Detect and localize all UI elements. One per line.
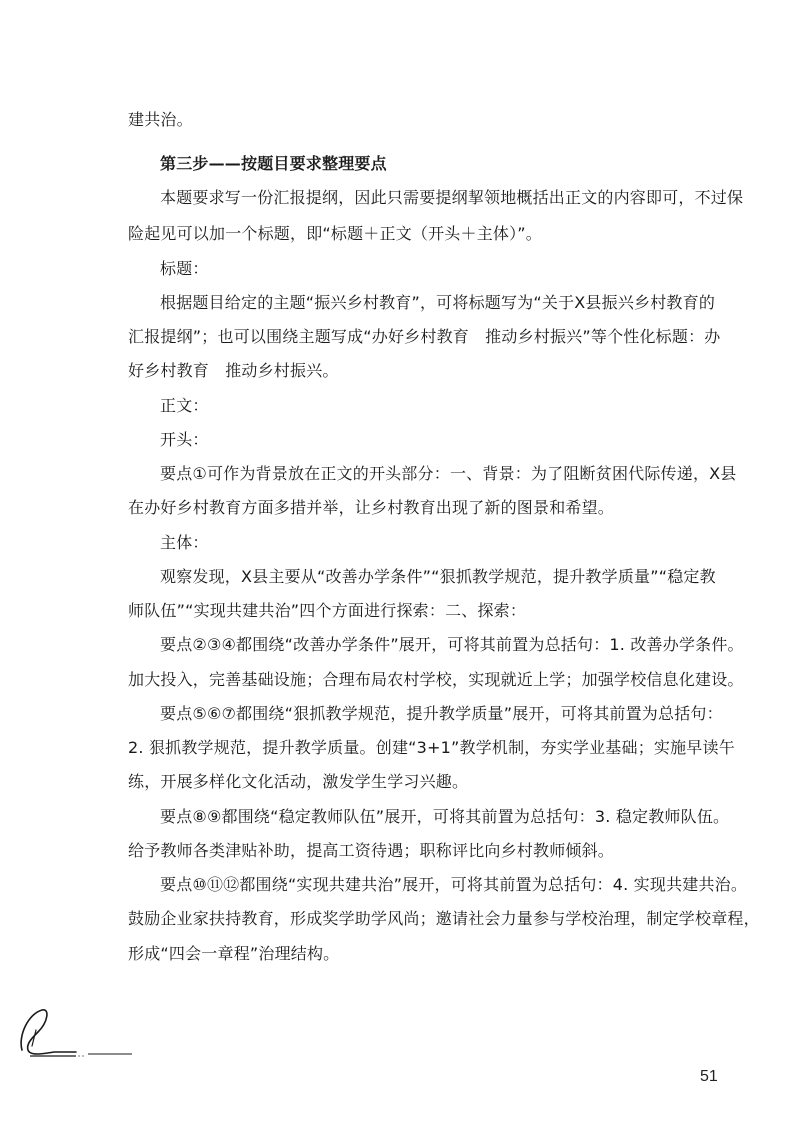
text-line: 建共治。: [128, 110, 193, 129]
text-line: 要点②③④都围绕“改善办学条件”展开，可将其前置为总括句：1. 改善办学条件。: [160, 635, 744, 654]
text-line: 要点⑧⑨都围绕“稳定教师队伍”展开，可将其前置为总括句：3. 稳定教师队伍。: [160, 807, 730, 826]
text-line: 本题要求写一份汇报提纲，因此只需要提纲挈领地概括出正文的内容即可，不过保: [160, 188, 744, 207]
text-line: 师队伍”“实现共建共治”四个方面进行探索：二、探索：: [128, 601, 527, 620]
text-line: 鼓励企业家扶持教育，形成奖学助学风尚；邀请社会力量参与学校治理，制定学校章程，: [128, 909, 760, 928]
text-line: 险起见可以加一个标题，即“标题＋正文（开头＋主体）”。: [128, 224, 542, 243]
text-line: 好乡村教育 推动乡村振兴。: [128, 361, 339, 380]
text-line: 练，开展多样化文化活动，激发学生学习兴趣。: [128, 772, 469, 791]
text-line: 要点⑤⑥⑦都围绕“狠抓教学规范，提升教学质量”展开，可将其前置为总括句：: [160, 704, 723, 723]
text-line: 2. 狠抓教学规范，提升教学质量。创建“3+1”教学机制，夯实学业基础；实施早读午: [128, 738, 735, 757]
handwritten-mark-icon: [14, 1006, 154, 1066]
text-line: 形成“四会一章程”治理结构。: [128, 944, 340, 963]
text-line: 根据题目给定的主题“振兴乡村教育”，可将标题写为“关于X县振兴乡村教育的: [160, 293, 716, 312]
page-number: 51: [700, 1068, 718, 1085]
section-heading: 第三步——按题目要求整理要点: [160, 154, 387, 173]
text-line: 汇报提纲”；也可以围绕主题写成“办好乡村教育 推动乡村振兴”等个性化标题：办: [128, 327, 721, 346]
text-line: 主体：: [160, 533, 209, 552]
text-line: 标题：: [160, 259, 209, 278]
text-line: 要点①可作为背景放在正文的开头部分：一、背景：为了阻断贫困代际传递，X县: [160, 464, 737, 483]
text-line: 正文：: [160, 396, 209, 415]
text-line: 给予教师各类津贴补助，提高工资待遇；职称评比向乡村教师倾斜。: [128, 841, 615, 860]
text-line: 要点⑩⑪⑫都围绕“实现共建共治”展开，可将其前置为总括句：4. 实现共建共治。: [160, 875, 748, 894]
text-line: 观察发现，X县主要从“改善办学条件”“狠抓教学规范，提升教学质量”“稳定教: [160, 567, 716, 586]
text-line: 加大投入，完善基础设施；合理布局农村学校，实现就近上学；加强学校信息化建设。: [128, 670, 744, 689]
text-line: 在办好乡村教育方面多措并举，让乡村教育出现了新的图景和希望。: [128, 498, 615, 517]
text-line: 开头：: [160, 430, 209, 449]
